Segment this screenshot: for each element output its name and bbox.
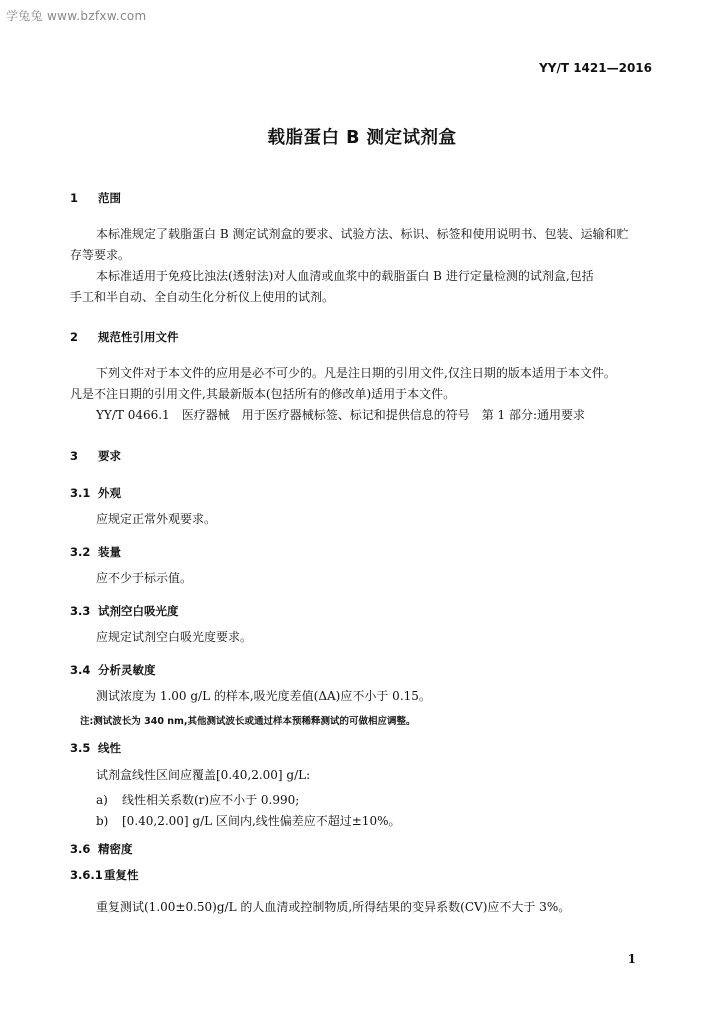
section-1-heading	[70, 190, 121, 206]
normative-reference: YY/T 0466.1 医疗器械 用于医疗器械标签、标记和提供信息的符号 第 1 部分:通用要求	[96, 408, 586, 422]
paragraph-line: 应规定试剂空白吸光度要求。	[96, 630, 253, 644]
list-label: a)	[96, 793, 108, 807]
section-title: 重复性	[104, 868, 139, 882]
section-3-3-heading	[70, 603, 179, 619]
section-number: 3	[70, 449, 79, 463]
section-title: 范围	[98, 191, 121, 205]
paragraph-line: 应不少于标示值。	[96, 571, 193, 585]
standard-code: YY/T 1421—2016	[539, 61, 652, 75]
list-label: b)	[96, 814, 109, 828]
document-title: 载脂蛋白 B 测定试剂盒	[267, 128, 457, 148]
paragraph-line: 凡是不注日期的引用文件,其最新版本(包括所有的修改单)适用于本文件。	[70, 387, 456, 401]
paragraph-line: 本标准适用于免疫比浊法(透射法)对人血清或血浆中的载脂蛋白 B 进行定量检测的试剂盒,包括	[96, 269, 594, 283]
note-text: 注:测试波长为 340 nm,其他测试波长或通过样本预稀释测试的可做相应调整。	[80, 716, 416, 727]
section-title: 试剂空白吸光度	[98, 604, 179, 618]
section-title: 外观	[98, 486, 121, 500]
section-3-6-1-heading	[70, 867, 139, 883]
list-item	[96, 812, 400, 829]
paragraph-line: 手工和半自动、全自动生化分析仪上使用的试剂。	[70, 290, 335, 304]
section-title: 分析灵敏度	[98, 663, 156, 677]
paragraph-line: 测试浓度为 1.00 g/L 的样本,吸光度差值(ΔA)应不小于 0.15。	[96, 689, 431, 703]
section-number: 3.3	[70, 604, 91, 618]
list-text: 线性相关系数(r)应不小于 0.990;	[122, 793, 300, 807]
paragraph-line: 试剂盒线性区间应覆盖[0.40,2.00] g/L:	[96, 768, 311, 782]
section-2-heading	[70, 329, 179, 345]
paragraph-line: 下列文件对于本文件的应用是必不可少的。凡是注日期的引用文件,仅注日期的版本适用于本文件。	[96, 366, 616, 380]
section-3-6-heading	[70, 841, 133, 857]
section-number: 3.6	[70, 842, 91, 856]
section-title: 装量	[98, 545, 121, 559]
paragraph-line: 本标准规定了载脂蛋白 B 测定试剂盒的要求、试验方法、标识、标签和使用说明书、包装、运输和贮	[96, 227, 629, 241]
section-number: 3.2	[70, 545, 91, 559]
list-item	[96, 791, 299, 808]
paragraph-line: 存等要求。	[70, 248, 131, 262]
section-3-4-heading	[70, 662, 156, 678]
paragraph-line: 应规定正常外观要求。	[96, 512, 217, 526]
section-number: 3.5	[70, 741, 91, 755]
section-number: 3.1	[70, 486, 91, 500]
list-text: [0.40,2.00] g/L 区间内,线性偏差应不超过±10%。	[122, 814, 401, 828]
section-3-1-heading	[70, 485, 121, 501]
section-title: 精密度	[98, 842, 133, 856]
section-title: 线性	[98, 741, 121, 755]
section-3-2-heading	[70, 544, 121, 560]
page-number: 1	[627, 952, 636, 966]
section-number: 2	[70, 330, 79, 344]
section-title: 规范性引用文件	[98, 330, 179, 344]
section-title: 要求	[98, 449, 121, 463]
section-number: 3.4	[70, 663, 91, 677]
section-number: 3.6.1	[70, 868, 103, 882]
watermark: 学兔兔 www.bzfxw.com	[6, 9, 147, 23]
paragraph-line: 重复测试(1.00±0.50)g/L 的人血清或控制物质,所得结果的变异系数(CV)应不大于 3%。	[96, 900, 571, 914]
section-number: 1	[70, 191, 79, 205]
section-3-heading	[70, 448, 121, 464]
section-3-5-heading	[70, 740, 121, 756]
